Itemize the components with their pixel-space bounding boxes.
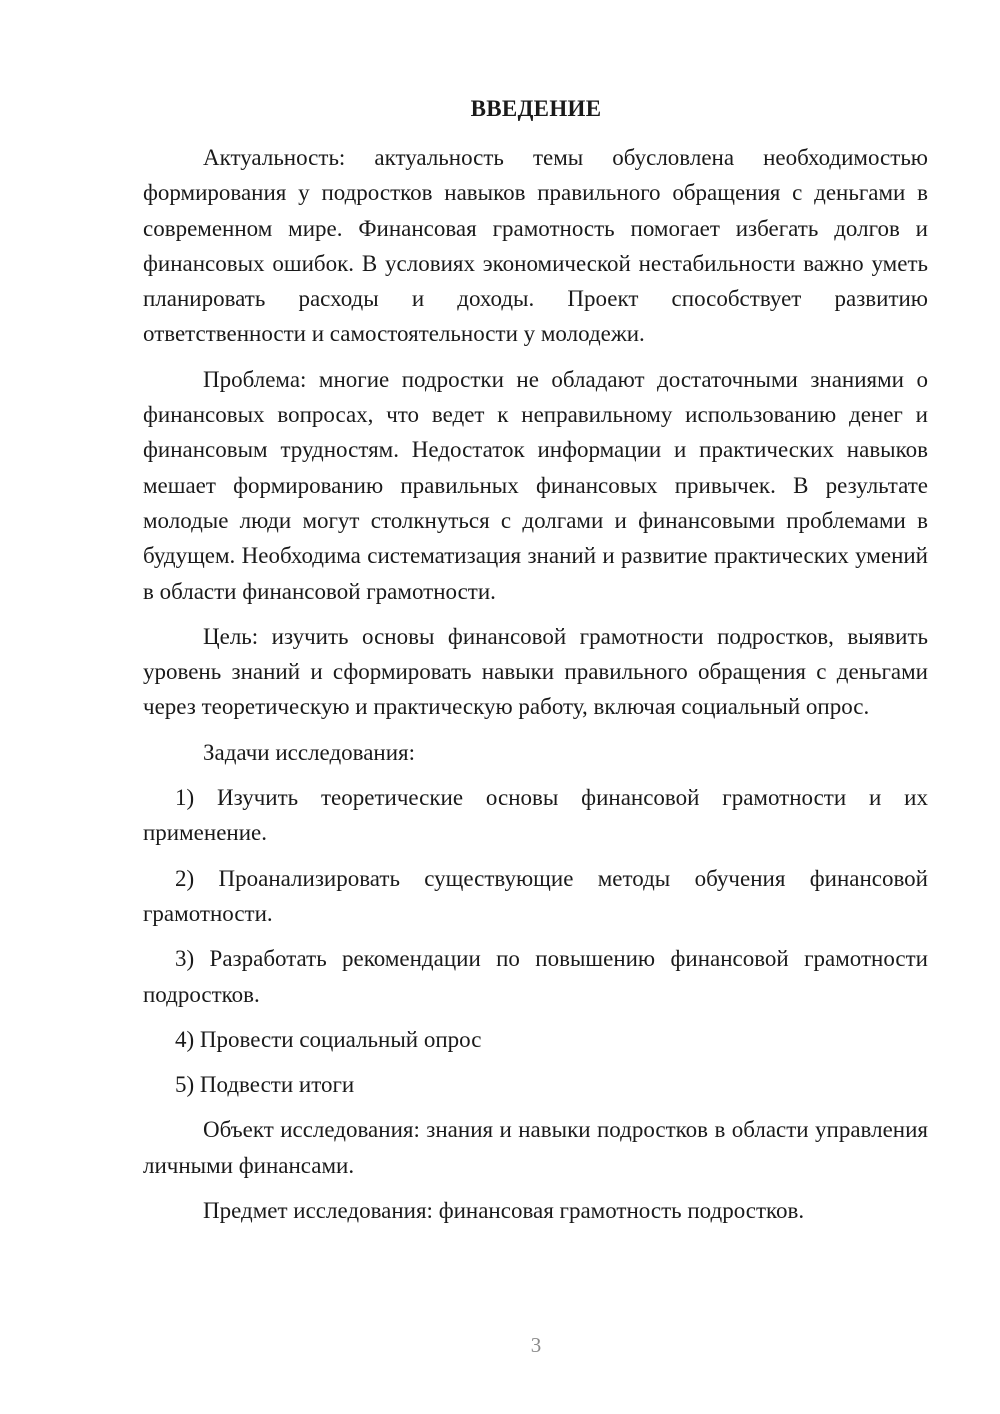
page-number: 3 [530, 1333, 542, 1357]
task-item-4: 4) Провести социальный опрос [175, 1026, 482, 1052]
task-item-3: 3) Разработать рекомендации по повышению финансовой грамотности подростков. [143, 946, 928, 1007]
paragraph-problem: Проблема: многие подростки не обладают достаточными знаниями о финансовых вопросах, что ведет к неправильному использованию денег и финансовым трудностям. Недостаток информации и практических навыков мешает формированию правильных финансовых привычек. В результате молодые люди могут столкнуться с долгами и финансовыми проблемами в будущем. Необходима систематизация знаний и развитие практических умений в области финансовой грамотности. [143, 366, 928, 604]
page-body [143, 140, 928, 1238]
paragraph-object: Объект исследования: знания и навыки подростков в области управления личными финансами. [143, 1117, 928, 1178]
paragraph-subject: Предмет исследования: финансовая грамотность подростков. [203, 1198, 805, 1224]
paragraph-goal: Цель: изучить основы финансовой грамотности подростков, выявить уровень знаний и сформировать навыки правильного обращения с деньгами через теоретическую и практическую работу, включая социальный опрос. [143, 623, 928, 720]
task-item-5: 5) Подвести итоги [175, 1072, 355, 1098]
paragraph-relevance: Актуальность: актуальность темы обусловлена необходимостью формирования у подростков навыков правильного обращения с деньгами в современном мире. Финансовая грамотность помогает избегать долгов и финансовых ошибок. В условиях экономической нестабильности важно уметь планировать расходы и доходы. Проект способствует развитию ответственности и самостоятельности у молодежи. [143, 145, 928, 347]
tasks-heading: Задачи исследования: [203, 739, 416, 765]
page-title: ВВЕДЕНИЕ [470, 96, 602, 121]
task-item-1: 1) Изучить теоретические основы финансовой грамотности и их применение. [143, 785, 928, 846]
task-item-2: 2) Проанализировать существующие методы обучения финансовой грамотности. [143, 865, 928, 926]
